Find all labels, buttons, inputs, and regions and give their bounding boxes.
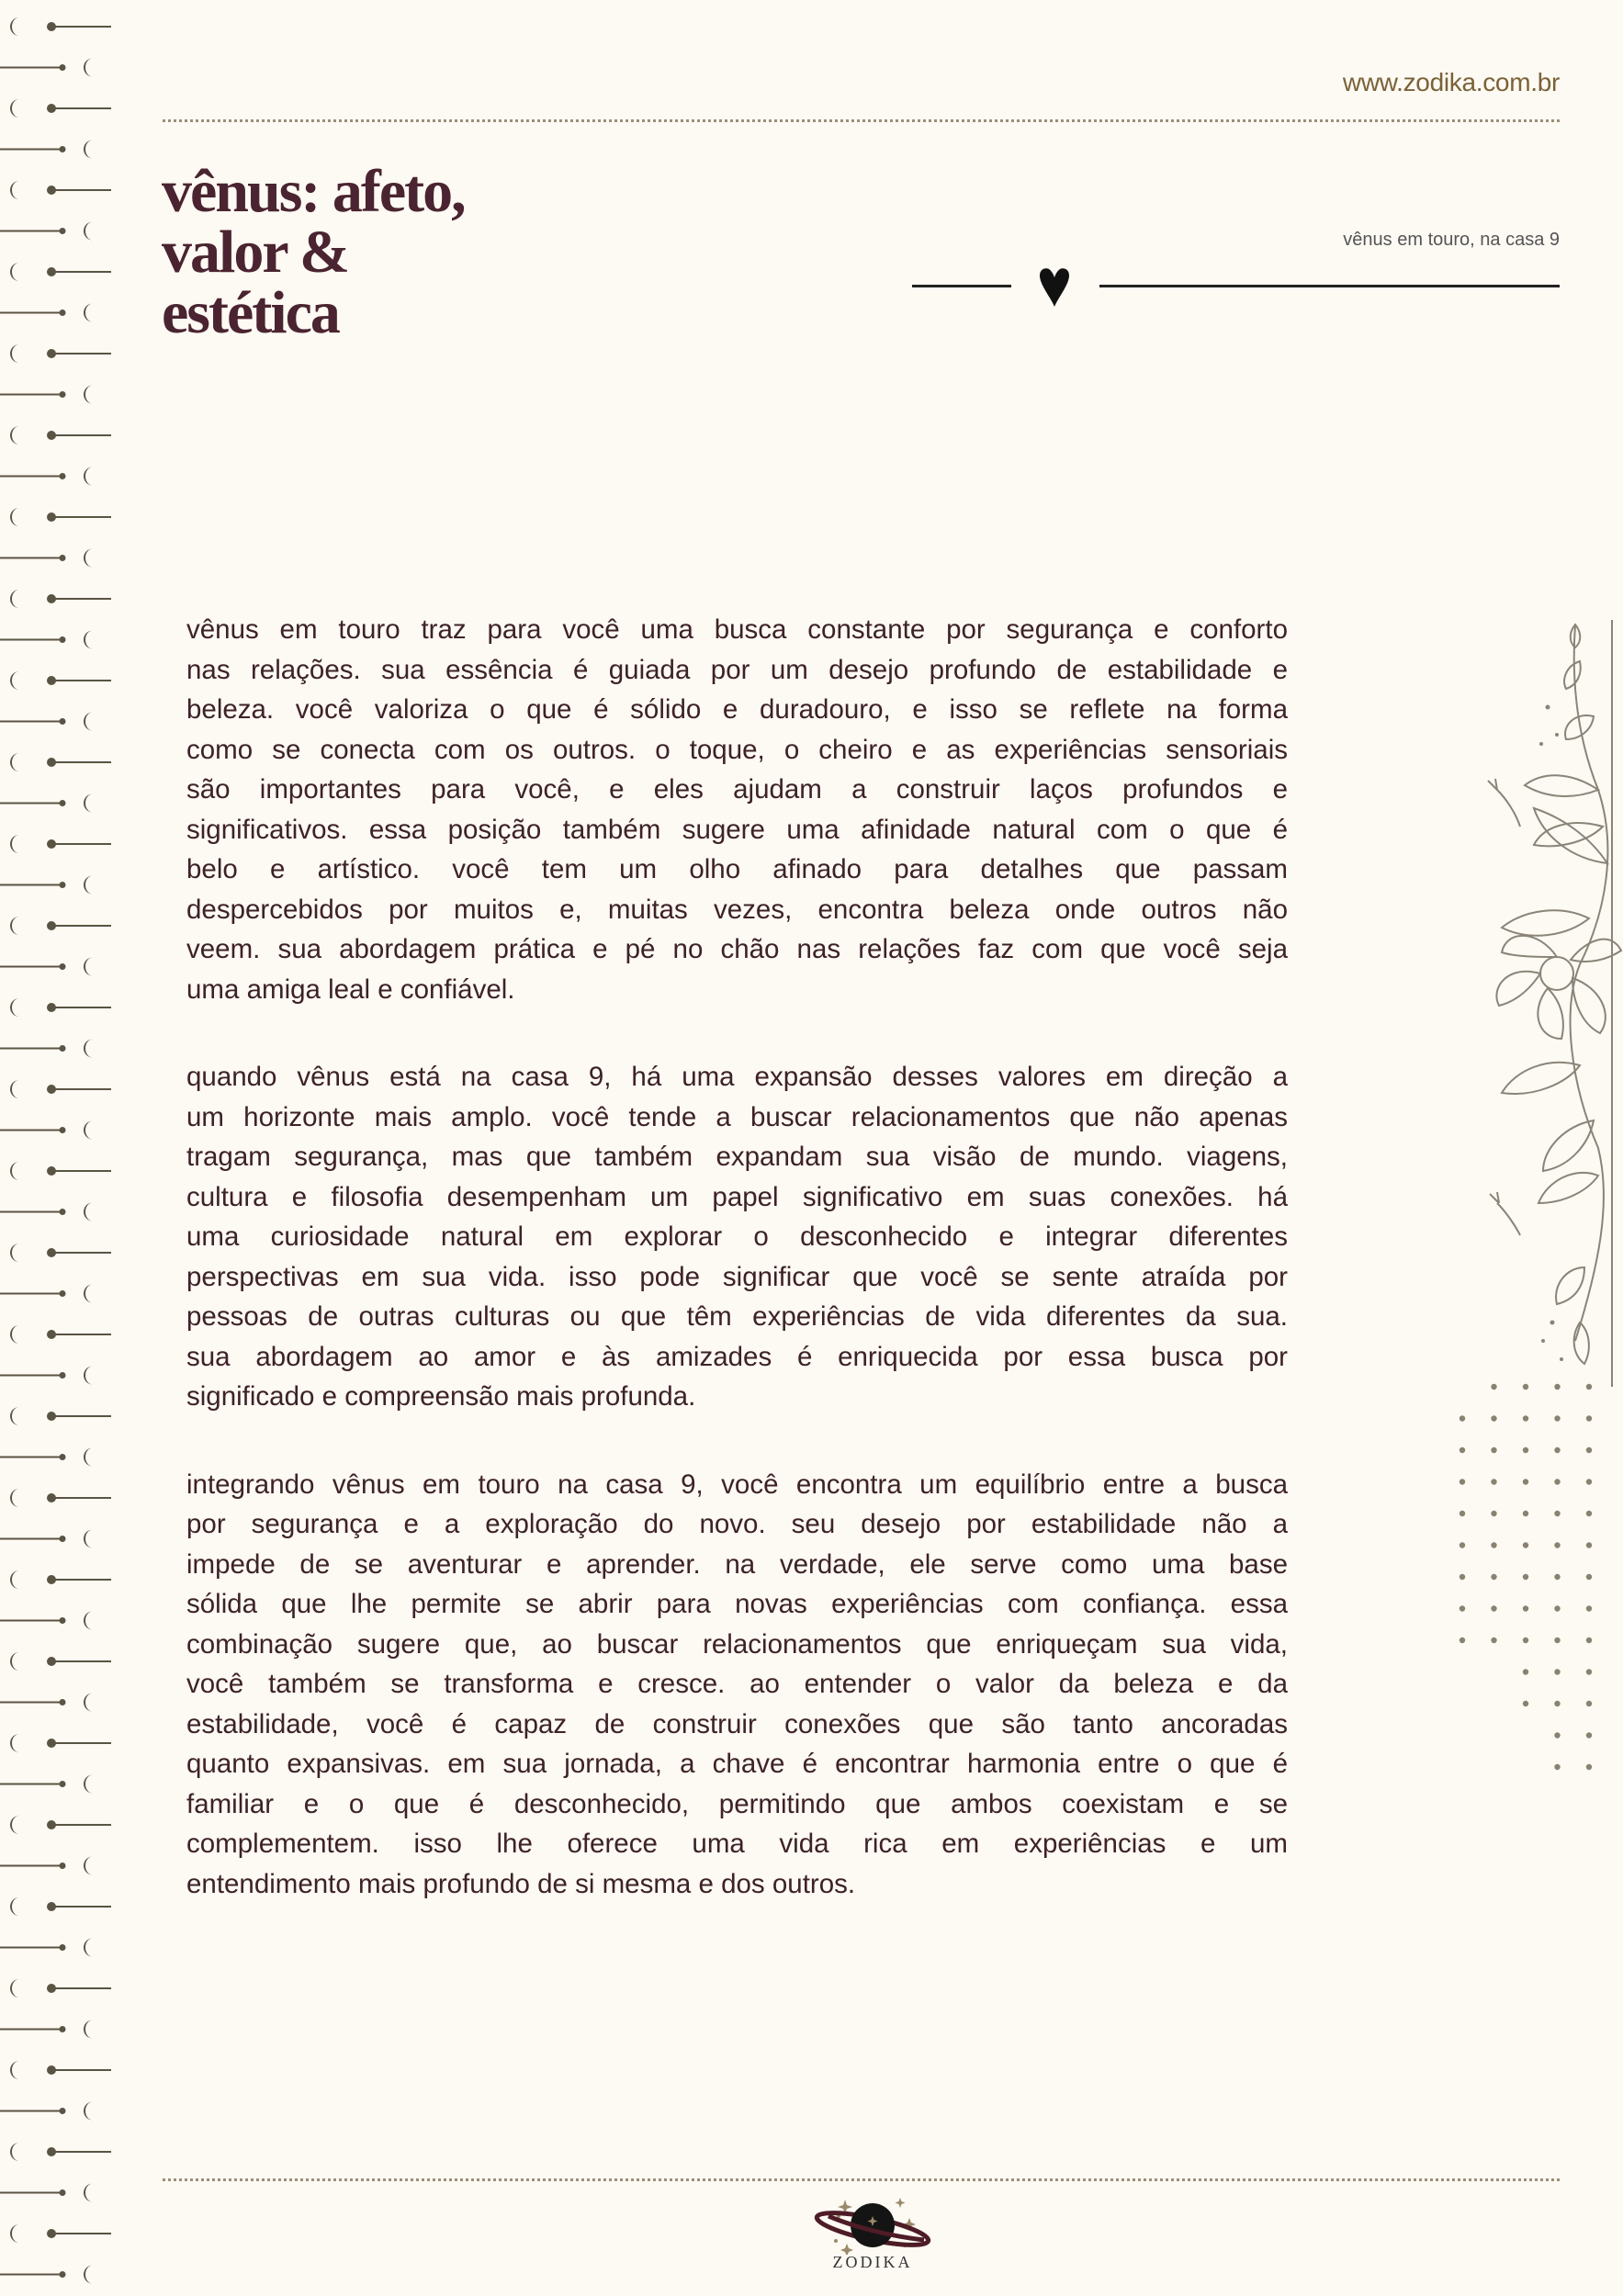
planet-icon xyxy=(808,2190,937,2255)
top-dotted-divider xyxy=(163,119,1560,122)
grid-dot xyxy=(1586,1764,1592,1770)
moon-icon xyxy=(10,1325,19,1344)
moon-ornament-row xyxy=(10,1407,111,1425)
grid-dot xyxy=(1491,1638,1496,1643)
moon-ornament-row xyxy=(10,1325,111,1344)
moon-ornament-row xyxy=(0,1612,93,1630)
text-line: cultura e filosofia desempenham um papel significativo em suas conexões. há xyxy=(186,1181,1288,1212)
title-line: estética xyxy=(162,279,339,346)
grid-dot xyxy=(1554,1701,1560,1706)
moon-icon xyxy=(84,1939,93,1957)
moon-ornament-row xyxy=(0,713,93,731)
moon-icon xyxy=(10,1652,19,1671)
moon-icon xyxy=(10,344,19,363)
moon-icon xyxy=(10,835,19,853)
moon-icon xyxy=(10,2224,19,2243)
text-line: significado e compreensão mais profunda. xyxy=(186,1381,696,1412)
grid-dot xyxy=(1554,1542,1560,1548)
moon-ornament-row xyxy=(0,141,93,159)
moon-ornament-row xyxy=(0,549,93,568)
moon-icon xyxy=(84,2020,93,2039)
moon-ornament-row xyxy=(0,794,93,813)
grid-dot xyxy=(1491,1605,1496,1611)
moon-icon xyxy=(10,1162,19,1180)
moon-icon xyxy=(84,1285,93,1303)
grid-dot xyxy=(1586,1511,1592,1516)
grid-dot xyxy=(1554,1574,1560,1580)
moon-ornament-row xyxy=(0,1694,93,1712)
moon-icon xyxy=(10,1897,19,1916)
moon-ornament-row xyxy=(0,1040,93,1058)
text-line: estabilidade, você é capaz de construir conexões que são tanto ancoradas xyxy=(186,1708,1288,1739)
moon-icon xyxy=(84,222,93,241)
moon-icon xyxy=(84,549,93,568)
grid-dot xyxy=(1586,1447,1592,1453)
grid-dot xyxy=(1523,1479,1528,1484)
moon-icon xyxy=(84,1530,93,1548)
moon-icon xyxy=(84,2184,93,2202)
moon-ornament-row xyxy=(0,1203,93,1221)
title-line: valor & xyxy=(162,219,348,286)
moon-icon xyxy=(84,2102,93,2121)
moon-icon xyxy=(10,1080,19,1098)
moon-ornament-row xyxy=(10,2143,111,2161)
text-line: entendimento mais profundo de si mesma e dos outros. xyxy=(186,1868,856,1899)
text-line: tragam segurança, mas que também expandam sua visão de mundo. viagens, xyxy=(186,1142,1288,1172)
moon-icon xyxy=(10,917,19,935)
moon-ornament-row xyxy=(0,1530,93,1548)
moon-icon xyxy=(84,1203,93,1221)
moon-icon xyxy=(10,1816,19,1834)
text-line: quanto expansivas. em sua jornada, a chave é encontrar harmonia entre o que é xyxy=(186,1749,1288,1779)
grid-dot xyxy=(1586,1701,1592,1706)
heart-icon xyxy=(1032,264,1076,309)
moon-ornament-row xyxy=(0,1285,93,1303)
moon-icon xyxy=(84,794,93,813)
moon-ornament-row xyxy=(10,1979,111,1998)
moon-icon xyxy=(84,1040,93,1058)
moon-icon xyxy=(10,1244,19,1262)
grid-dot xyxy=(1554,1447,1560,1453)
moon-ornament-row xyxy=(0,1939,93,1957)
logo-wordmark: ZODIKA xyxy=(832,2253,913,2271)
body-paragraph xyxy=(186,1465,1288,1905)
page-title xyxy=(162,158,465,346)
text-line: despercebidos por muitos e, muitas vezes, encontra beleza onde outros não xyxy=(186,894,1288,925)
moon-icon xyxy=(84,1612,93,1630)
grid-dot xyxy=(1460,1479,1465,1484)
text-line: familiar e o que é desconhecido, permitindo que ambos coexistam e se xyxy=(186,1788,1288,1819)
grid-dot xyxy=(1460,1447,1465,1453)
moon-ornament-row xyxy=(10,2224,111,2243)
moon-ornament-row xyxy=(10,835,111,853)
grid-dot xyxy=(1523,1542,1528,1548)
grid-dot xyxy=(1523,1574,1528,1580)
moon-ornament-row xyxy=(10,671,111,690)
grid-dot xyxy=(1554,1511,1560,1516)
moon-icon xyxy=(84,631,93,649)
moon-icon xyxy=(10,998,19,1017)
grid-dot xyxy=(1586,1638,1592,1643)
moon-icon xyxy=(84,713,93,731)
bottom-dotted-divider xyxy=(163,2178,1560,2181)
moon-icon xyxy=(10,426,19,445)
grid-dot xyxy=(1460,1574,1465,1580)
moon-ornament-row xyxy=(0,2020,93,2039)
text-line: vênus em touro traz para você uma busca constante por segurança e conforto xyxy=(186,614,1288,645)
moon-ornament-row xyxy=(0,2266,93,2284)
moon-ornament-row xyxy=(10,99,111,118)
moon-ornament-row xyxy=(10,1489,111,1507)
grid-dot xyxy=(1491,1384,1496,1390)
moon-icon xyxy=(10,753,19,771)
moon-icon xyxy=(10,99,19,118)
floral-vine-decoration xyxy=(1470,606,1623,1396)
grid-dot xyxy=(1586,1574,1592,1580)
moon-icon xyxy=(10,1407,19,1425)
text-line: significativos. essa posição também sugere uma afinidade natural com o que é xyxy=(186,814,1288,845)
moon-ornament-row xyxy=(0,222,93,241)
moon-ornament-row xyxy=(10,426,111,445)
zodika-logo xyxy=(808,2190,937,2291)
moon-icon xyxy=(10,671,19,690)
text-line: combinação sugere que, ao buscar relacionamentos que enriqueçam sua vida, xyxy=(186,1628,1288,1660)
website-url[interactable]: www.zodika.com.br xyxy=(1342,68,1560,96)
moon-icon xyxy=(84,386,93,404)
moon-icon xyxy=(84,1775,93,1794)
moon-ornament-row xyxy=(0,876,93,895)
moon-icon xyxy=(10,1489,19,1507)
grid-dot xyxy=(1460,1605,1465,1611)
text-line: perspectivas em sua vida. isso pode significar que você se sente atraída por xyxy=(186,1261,1288,1292)
text-line: como se conecta com os outros. o toque, o cheiro e as experiências sensoriais xyxy=(186,734,1288,765)
moon-icon xyxy=(10,590,19,608)
moon-ornament-row xyxy=(0,304,93,322)
moon-icon xyxy=(84,141,93,159)
moon-ornament-row xyxy=(0,2184,93,2202)
moon-ornament-row xyxy=(10,998,111,1017)
grid-dot xyxy=(1460,1542,1465,1548)
grid-dot xyxy=(1523,1701,1528,1706)
text-line: uma curiosidade natural em explorar o desconhecido e integrar diferentes xyxy=(186,1221,1288,1252)
moon-border-decoration xyxy=(0,0,119,2296)
text-line: quando vênus está na casa 9, há uma expansão desses valores em direção a xyxy=(186,1062,1288,1092)
grid-dot xyxy=(1586,1605,1592,1611)
text-line: por segurança e a exploração do novo. seu desejo por estabilidade não a xyxy=(186,1509,1288,1539)
grid-dot xyxy=(1523,1669,1528,1674)
moon-ornament-row xyxy=(10,590,111,608)
moon-icon xyxy=(10,508,19,526)
moon-ornament-row xyxy=(0,386,93,404)
grid-dot xyxy=(1523,1415,1528,1421)
text-line: beleza. você valoriza o que é sólido e duradouro, e isso se reflete na forma xyxy=(186,694,1288,725)
body-paragraph xyxy=(186,610,1288,1009)
moon-icon xyxy=(10,17,19,36)
moon-icon xyxy=(84,1367,93,1385)
moon-icon xyxy=(84,1448,93,1467)
grid-dot xyxy=(1460,1415,1465,1421)
moon-ornament-row xyxy=(10,1080,111,1098)
grid-dot xyxy=(1586,1479,1592,1484)
grid-dot xyxy=(1554,1638,1560,1643)
grid-dot xyxy=(1523,1511,1528,1516)
moon-icon xyxy=(84,958,93,976)
moon-ornament-row xyxy=(0,1367,93,1385)
moon-ornament-row xyxy=(10,344,111,363)
moon-icon xyxy=(84,304,93,322)
moon-ornament-row xyxy=(0,1857,93,1875)
grid-dot xyxy=(1491,1574,1496,1580)
grid-dot xyxy=(1491,1447,1496,1453)
moon-ornament-row xyxy=(10,17,111,36)
divider-right-line xyxy=(1099,285,1560,287)
moon-icon xyxy=(84,467,93,486)
grid-dot xyxy=(1523,1605,1528,1611)
grid-dot xyxy=(1491,1542,1496,1548)
text-line: veem. sua abordagem prática e pé no chão nas relações faz com que você seja xyxy=(186,934,1288,964)
moon-icon xyxy=(10,1979,19,1998)
grid-dot xyxy=(1523,1447,1528,1453)
text-line: sua abordagem ao amor e às amizades é enriquecida por essa busca por xyxy=(186,1341,1288,1372)
moon-icon xyxy=(10,2061,19,2079)
moon-icon xyxy=(84,1857,93,1875)
grid-dot xyxy=(1491,1511,1496,1516)
moon-ornament-row xyxy=(0,1121,93,1140)
grid-dot xyxy=(1491,1479,1496,1484)
moon-ornament-row xyxy=(10,181,111,199)
moon-ornament-row xyxy=(0,958,93,976)
moon-ornament-row xyxy=(10,1816,111,1834)
moon-icon xyxy=(84,1121,93,1140)
grid-dot xyxy=(1460,1638,1465,1643)
moon-icon xyxy=(84,1694,93,1712)
moon-icon xyxy=(10,263,19,281)
moon-icon xyxy=(84,59,93,77)
text-line: integrando vênus em touro na casa 9, você encontra um equilíbrio entre a busca xyxy=(186,1469,1288,1500)
text-line: sólida que lhe permite se abrir para novas experiências com confiança. essa xyxy=(186,1589,1288,1619)
moon-ornament-row xyxy=(10,1897,111,1916)
grid-dot xyxy=(1460,1511,1465,1516)
text-line: nas relações. sua essência é guiada por um desejo profundo de estabilidade e xyxy=(186,654,1288,685)
grid-dot xyxy=(1586,1669,1592,1674)
moon-ornament-row xyxy=(0,467,93,486)
text-line: complementem. isso lhe oferece uma vida rica em experiências e um xyxy=(186,1829,1288,1859)
moon-ornament-row xyxy=(0,631,93,649)
moon-icon xyxy=(10,2143,19,2161)
moon-ornament-row xyxy=(10,917,111,935)
text-line: uma amiga leal e confiável. xyxy=(186,974,515,1005)
grid-dot xyxy=(1554,1415,1560,1421)
moon-ornament-row xyxy=(0,1448,93,1467)
page-subtitle: vênus em touro, na casa 9 xyxy=(1343,230,1560,250)
text-line: você também se transforma e cresce. ao entender o valor da beleza e da xyxy=(186,1669,1288,1699)
title-line: vênus: afeto, xyxy=(162,158,465,225)
moon-ornament-row xyxy=(10,753,111,771)
dot-grid-decoration xyxy=(1451,1373,1607,1786)
grid-dot xyxy=(1523,1638,1528,1643)
text-line: são importantes para você, e eles ajudam a construir laços profundos e xyxy=(186,774,1288,805)
moon-icon xyxy=(10,1570,19,1589)
moon-ornament-row xyxy=(0,2102,93,2121)
body-paragraph xyxy=(186,1057,1288,1417)
moon-icon xyxy=(10,1734,19,1752)
moon-ornament-row xyxy=(0,59,93,77)
grid-dot xyxy=(1554,1384,1560,1390)
grid-dot xyxy=(1586,1542,1592,1548)
moon-ornament-row xyxy=(10,1652,111,1671)
grid-dot xyxy=(1586,1415,1592,1421)
moon-ornament-row xyxy=(10,508,111,526)
grid-dot xyxy=(1586,1384,1592,1390)
grid-dot xyxy=(1554,1605,1560,1611)
text-line: um horizonte mais amplo. você tende a buscar relacionamentos que não apenas xyxy=(186,1101,1288,1132)
text-line: belo e artístico. você tem um olho afinado para detalhes que passam xyxy=(186,854,1288,884)
moon-ornament-row xyxy=(10,1244,111,1262)
grid-dot xyxy=(1491,1415,1496,1421)
moon-ornament-row xyxy=(10,1162,111,1180)
grid-dot xyxy=(1554,1732,1560,1738)
moon-icon xyxy=(84,876,93,895)
grid-dot xyxy=(1554,1479,1560,1484)
moon-icon xyxy=(10,181,19,199)
grid-dot xyxy=(1586,1732,1592,1738)
divider-left-line xyxy=(912,285,1011,287)
moon-ornament-row xyxy=(0,1775,93,1794)
grid-dot xyxy=(1523,1384,1528,1390)
moon-icon xyxy=(84,2266,93,2284)
moon-ornament-row xyxy=(10,1734,111,1752)
text-line: pessoas de outras culturas ou que têm experiências de vida diferentes da sua. xyxy=(186,1301,1288,1332)
moon-ornament-row xyxy=(10,263,111,281)
moon-ornament-row xyxy=(10,2061,111,2079)
grid-dot xyxy=(1554,1669,1560,1674)
moon-ornament-row xyxy=(10,1570,111,1589)
body-text xyxy=(186,610,1288,1952)
grid-dot xyxy=(1554,1764,1560,1770)
text-line: impede de se aventurar e aprender. na verdade, ele serve como uma base xyxy=(186,1548,1288,1580)
